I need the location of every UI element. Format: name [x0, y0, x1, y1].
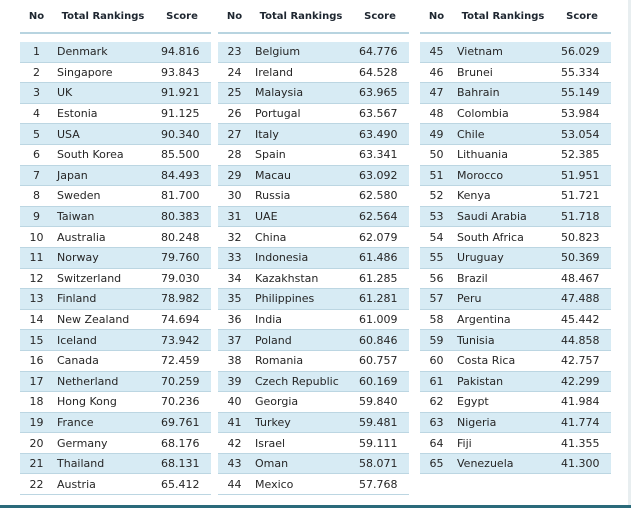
- score-value: 84.493: [161, 168, 200, 182]
- country-name: Uruguay: [457, 251, 504, 265]
- rank-number: 25: [227, 86, 242, 100]
- score-value: 72.459: [161, 354, 200, 368]
- table-row: [218, 330, 409, 351]
- country-name: Singapore: [57, 65, 113, 79]
- score-value: 80.248: [161, 230, 200, 244]
- score-value: 80.383: [161, 210, 200, 224]
- table-row: [218, 310, 409, 331]
- table-row: [20, 166, 211, 187]
- score-value: 59.840: [359, 395, 398, 409]
- country-name: Colombia: [457, 107, 509, 121]
- rankings-table-1: [20, 2, 211, 495]
- country-name: China: [255, 230, 287, 244]
- rank-number: 33: [227, 251, 242, 265]
- country-name: Costa Rica: [457, 354, 516, 368]
- country-name: Switzerland: [57, 271, 122, 285]
- country-name: Norway: [57, 251, 99, 265]
- score-value: 60.757: [359, 354, 398, 368]
- rank-number: 36: [227, 313, 242, 327]
- table-row: [20, 289, 211, 310]
- table-row: [20, 433, 211, 454]
- rank-number: 52: [429, 189, 444, 203]
- country-name: Australia: [57, 230, 106, 244]
- score-value: 62.564: [359, 210, 398, 224]
- score-value: 60.846: [359, 333, 398, 347]
- country-name: Ireland: [255, 65, 294, 79]
- table-row: [420, 289, 611, 310]
- country-name: New Zealand: [57, 313, 130, 327]
- rank-number: 21: [29, 457, 44, 471]
- score-value: 50.823: [561, 230, 600, 244]
- rankings-table-3: [420, 2, 611, 474]
- score-value: 61.486: [359, 251, 398, 265]
- rank-number: 8: [33, 189, 40, 203]
- rank-number: 49: [429, 127, 444, 141]
- table-row: [420, 351, 611, 372]
- header-total-rankings: Total Rankings: [461, 11, 545, 22]
- score-value: 79.760: [161, 251, 200, 265]
- table-row: [20, 104, 211, 125]
- table-row: [218, 289, 409, 310]
- score-value: 51.951: [561, 168, 600, 182]
- score-value: 90.340: [161, 127, 200, 141]
- country-name: Taiwan: [57, 210, 95, 224]
- country-name: Indonesia: [255, 251, 309, 265]
- score-value: 62.580: [359, 189, 398, 203]
- table-row: [218, 351, 409, 372]
- rank-number: 40: [227, 395, 242, 409]
- score-value: 53.984: [561, 107, 600, 121]
- table-row: [20, 63, 211, 84]
- table-header: [20, 2, 211, 34]
- rank-number: 51: [429, 168, 444, 182]
- score-value: 63.341: [359, 148, 398, 162]
- rank-number: 4: [33, 107, 40, 121]
- score-value: 70.259: [161, 374, 200, 388]
- rank-number: 17: [29, 374, 44, 388]
- rank-number: 19: [29, 415, 44, 429]
- country-name: Spain: [255, 148, 286, 162]
- country-name: Kazakhstan: [255, 271, 319, 285]
- country-name: Georgia: [255, 395, 299, 409]
- table-row: [20, 351, 211, 372]
- country-name: Romania: [255, 354, 304, 368]
- table-row: [218, 83, 409, 104]
- rank-number: 42: [227, 436, 242, 450]
- rank-number: 23: [227, 45, 242, 59]
- country-name: Mexico: [255, 477, 294, 491]
- table-row: [20, 413, 211, 434]
- country-name: Morocco: [457, 168, 504, 182]
- rank-number: 37: [227, 333, 242, 347]
- score-value: 65.412: [161, 477, 200, 491]
- rank-number: 46: [429, 65, 444, 79]
- country-name: Pakistan: [457, 374, 504, 388]
- table-row: [218, 372, 409, 393]
- score-value: 53.054: [561, 127, 600, 141]
- country-name: Oman: [255, 457, 289, 471]
- country-name: Vietnam: [457, 45, 503, 59]
- rank-number: 55: [429, 251, 444, 265]
- table-row: [20, 330, 211, 351]
- table-row: [420, 166, 611, 187]
- table-row: [20, 42, 211, 63]
- table-row: [20, 474, 211, 495]
- table-row: [218, 433, 409, 454]
- rank-number: 2: [33, 65, 40, 79]
- score-value: 59.111: [359, 436, 398, 450]
- rank-number: 15: [29, 333, 44, 347]
- country-name: Philippines: [255, 292, 315, 306]
- country-name: Nigeria: [457, 415, 497, 429]
- score-value: 55.149: [561, 86, 600, 100]
- score-value: 50.369: [561, 251, 600, 265]
- country-name: Israel: [255, 436, 286, 450]
- rank-number: 9: [33, 210, 40, 224]
- score-value: 70.236: [161, 395, 200, 409]
- rank-number: 18: [29, 395, 44, 409]
- country-name: Canada: [57, 354, 99, 368]
- country-name: Czech Republic: [255, 374, 339, 388]
- country-name: Saudi Arabia: [457, 210, 527, 224]
- rank-number: 38: [227, 354, 242, 368]
- table-row: [420, 42, 611, 63]
- rank-number: 20: [29, 436, 44, 450]
- rank-number: 43: [227, 457, 242, 471]
- country-name: USA: [57, 127, 80, 141]
- rank-number: 3: [33, 86, 40, 100]
- country-name: Egypt: [457, 395, 489, 409]
- table-header: [218, 2, 409, 34]
- rank-number: 6: [33, 148, 40, 162]
- country-name: Tunisia: [457, 333, 495, 347]
- rank-number: 58: [429, 313, 444, 327]
- country-name: Germany: [57, 436, 108, 450]
- rank-number: 47: [429, 86, 444, 100]
- table-row: [218, 269, 409, 290]
- score-value: 58.071: [359, 457, 398, 471]
- rank-number: 30: [227, 189, 242, 203]
- rank-number: 27: [227, 127, 242, 141]
- score-value: 61.281: [359, 292, 398, 306]
- table-row: [420, 248, 611, 269]
- country-name: Sweden: [57, 189, 101, 203]
- rank-number: 50: [429, 148, 444, 162]
- country-name: Estonia: [57, 107, 98, 121]
- rank-number: 57: [429, 292, 444, 306]
- country-name: Russia: [255, 189, 291, 203]
- rank-number: 41: [227, 415, 242, 429]
- rank-number: 1: [33, 45, 40, 59]
- score-value: 63.965: [359, 86, 398, 100]
- rank-number: 10: [29, 230, 44, 244]
- table-row: [20, 248, 211, 269]
- table-row: [420, 145, 611, 166]
- country-name: Thailand: [57, 457, 105, 471]
- score-value: 63.092: [359, 168, 398, 182]
- rank-number: 44: [227, 477, 242, 491]
- score-value: 68.131: [161, 457, 200, 471]
- table-row: [20, 207, 211, 228]
- score-value: 51.718: [561, 210, 600, 224]
- table-row: [420, 310, 611, 331]
- rank-number: 48: [429, 107, 444, 121]
- table-row: [218, 392, 409, 413]
- score-value: 64.528: [359, 65, 398, 79]
- table-row: [420, 372, 611, 393]
- rank-number: 64: [429, 436, 444, 450]
- header-score: Score: [166, 11, 198, 22]
- rank-number: 59: [429, 333, 444, 347]
- country-name: Turkey: [255, 415, 291, 429]
- rank-number: 39: [227, 374, 242, 388]
- score-value: 55.334: [561, 65, 600, 79]
- score-value: 63.490: [359, 127, 398, 141]
- table-row: [218, 474, 409, 495]
- rank-number: 35: [227, 292, 242, 306]
- score-value: 41.300: [561, 457, 600, 471]
- country-name: Bahrain: [457, 86, 500, 100]
- country-name: Portugal: [255, 107, 301, 121]
- header-no: No: [226, 11, 243, 22]
- country-name: Iceland: [57, 333, 97, 347]
- country-name: Brazil: [457, 271, 488, 285]
- header-score: Score: [364, 11, 396, 22]
- score-value: 78.982: [161, 292, 200, 306]
- rank-number: 16: [29, 354, 44, 368]
- score-value: 61.009: [359, 313, 398, 327]
- score-value: 45.442: [561, 313, 600, 327]
- country-name: UAE: [255, 210, 278, 224]
- table-row: [420, 433, 611, 454]
- table-header: [420, 2, 611, 34]
- table-row: [420, 207, 611, 228]
- country-name: Argentina: [457, 313, 511, 327]
- score-value: 64.776: [359, 45, 398, 59]
- rank-number: 26: [227, 107, 242, 121]
- score-value: 93.843: [161, 65, 200, 79]
- country-name: Finland: [57, 292, 97, 306]
- rank-number: 31: [227, 210, 242, 224]
- rank-number: 54: [429, 230, 444, 244]
- country-name: UK: [57, 86, 73, 100]
- country-name: Chile: [457, 127, 485, 141]
- score-value: 68.176: [161, 436, 200, 450]
- table-row: [218, 207, 409, 228]
- table-row: [420, 83, 611, 104]
- score-value: 57.768: [359, 477, 398, 491]
- table-row: [218, 166, 409, 187]
- header-total-rankings: Total Rankings: [259, 11, 343, 22]
- table-row: [20, 310, 211, 331]
- score-value: 42.299: [561, 374, 600, 388]
- score-value: 41.984: [561, 395, 600, 409]
- score-value: 44.858: [561, 333, 600, 347]
- country-name: Venezuela: [457, 457, 514, 471]
- table-row: [20, 186, 211, 207]
- rank-number: 62: [429, 395, 444, 409]
- rank-number: 22: [29, 477, 44, 491]
- rank-number: 29: [227, 168, 242, 182]
- score-value: 69.761: [161, 415, 200, 429]
- table-row: [218, 42, 409, 63]
- header-score: Score: [566, 11, 598, 22]
- table-row: [20, 454, 211, 475]
- rank-number: 61: [429, 374, 444, 388]
- score-value: 74.694: [161, 313, 200, 327]
- rank-number: 53: [429, 210, 444, 224]
- country-name: Belgium: [255, 45, 301, 59]
- score-value: 56.029: [561, 45, 600, 59]
- score-value: 61.285: [359, 271, 398, 285]
- country-name: Brunei: [457, 65, 493, 79]
- header-no: No: [28, 11, 45, 22]
- header-no: No: [428, 11, 445, 22]
- score-value: 52.385: [561, 148, 600, 162]
- table-row: [420, 186, 611, 207]
- score-value: 59.481: [359, 415, 398, 429]
- country-name: Malaysia: [255, 86, 304, 100]
- rankings-table-2: [218, 2, 409, 495]
- table-row: [218, 104, 409, 125]
- rank-number: 12: [29, 271, 44, 285]
- table-row: [218, 63, 409, 84]
- rank-number: 11: [29, 251, 44, 265]
- score-value: 51.721: [561, 189, 600, 203]
- score-value: 63.567: [359, 107, 398, 121]
- table-row: [420, 392, 611, 413]
- rank-number: 24: [227, 65, 242, 79]
- table-row: [20, 83, 211, 104]
- rank-number: 5: [33, 127, 40, 141]
- score-value: 60.169: [359, 374, 398, 388]
- score-value: 91.125: [161, 107, 200, 121]
- table-row: [218, 186, 409, 207]
- country-name: Denmark: [57, 45, 108, 59]
- country-name: Italy: [255, 127, 279, 141]
- rank-number: 63: [429, 415, 444, 429]
- rank-number: 65: [429, 457, 444, 471]
- country-name: Macau: [255, 168, 291, 182]
- country-name: India: [255, 313, 282, 327]
- table-row: [218, 248, 409, 269]
- table-row: [420, 269, 611, 290]
- table-row: [20, 227, 211, 248]
- country-name: Peru: [457, 292, 482, 306]
- rank-number: 28: [227, 148, 242, 162]
- rank-number: 32: [227, 230, 242, 244]
- score-value: 41.774: [561, 415, 600, 429]
- table-row: [420, 330, 611, 351]
- table-row: [20, 392, 211, 413]
- table-row: [20, 124, 211, 145]
- score-value: 73.942: [161, 333, 200, 347]
- country-name: Hong Kong: [57, 395, 117, 409]
- country-name: Austria: [57, 477, 96, 491]
- table-row: [20, 145, 211, 166]
- rank-number: 60: [429, 354, 444, 368]
- country-name: Fiji: [457, 436, 472, 450]
- table-row: [420, 413, 611, 434]
- score-value: 41.355: [561, 436, 600, 450]
- table-row: [420, 124, 611, 145]
- table-row: [218, 227, 409, 248]
- rank-number: 14: [29, 313, 44, 327]
- score-value: 48.467: [561, 271, 600, 285]
- table-row: [420, 104, 611, 125]
- table-row: [20, 372, 211, 393]
- country-name: Kenya: [457, 189, 491, 203]
- score-value: 85.500: [161, 148, 200, 162]
- score-value: 79.030: [161, 271, 200, 285]
- rank-number: 56: [429, 271, 444, 285]
- table-row: [218, 454, 409, 475]
- country-name: Lithuania: [457, 148, 508, 162]
- score-value: 42.757: [561, 354, 600, 368]
- header-total-rankings: Total Rankings: [61, 11, 145, 22]
- country-name: France: [57, 415, 94, 429]
- country-name: Netherland: [57, 374, 119, 388]
- table-row: [218, 413, 409, 434]
- rank-number: 13: [29, 292, 44, 306]
- table-row: [420, 454, 611, 475]
- country-name: Poland: [255, 333, 292, 347]
- rank-number: 34: [227, 271, 242, 285]
- table-row: [420, 63, 611, 84]
- country-name: South Korea: [57, 148, 124, 162]
- table-row: [20, 269, 211, 290]
- country-name: South Africa: [457, 230, 524, 244]
- rank-number: 7: [33, 168, 40, 182]
- score-value: 81.700: [161, 189, 200, 203]
- score-value: 91.921: [161, 86, 200, 100]
- score-value: 47.488: [561, 292, 600, 306]
- score-value: 94.816: [161, 45, 200, 59]
- rank-number: 45: [429, 45, 444, 59]
- table-row: [420, 227, 611, 248]
- table-row: [218, 145, 409, 166]
- table-row: [218, 124, 409, 145]
- country-name: Japan: [57, 168, 88, 182]
- score-value: 62.079: [359, 230, 398, 244]
